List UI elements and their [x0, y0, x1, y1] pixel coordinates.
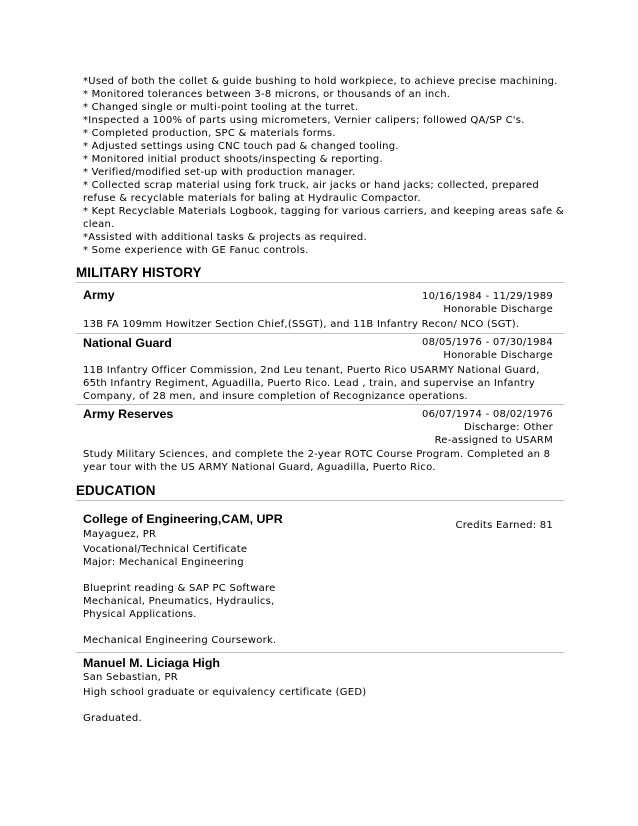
duty-line: * Adjusted settings using CNC touch pad & changed tooling. — [83, 141, 399, 152]
entry-divider — [76, 404, 564, 405]
discharge-status: Honorable Discharge — [443, 304, 553, 315]
duty-line: * Kept Recyclable Materials Logbook, tagging for various carriers, and keeping areas safe & — [83, 206, 564, 217]
school-details — [83, 528, 561, 647]
duty-line: * Monitored initial product shoots/inspecting & reporting. — [83, 154, 383, 165]
job-duties-list — [83, 75, 565, 257]
duty-line: refuse & recyclable materials for baling at Hydraulic Compactor. — [83, 193, 421, 204]
service-dates: 08/05/1976 - 07/30/1984 — [422, 337, 553, 348]
credits-earned: Credits Earned: 81 — [455, 520, 553, 531]
school-location: Mayaguez, PR — [83, 529, 157, 540]
school-location: San Sebastian, PR — [83, 672, 178, 683]
degree-line: High school graduate or equivalency certificate (GED) — [83, 687, 367, 698]
duty-line: * Verified/modified set-up with production manager. — [83, 167, 356, 178]
military-entry-meta — [422, 290, 553, 316]
duty-line: *Inspected a 100% of parts using micrometers, Vernier calipers; followed QA/SP C's. — [83, 115, 525, 126]
military-entry-description — [83, 318, 561, 331]
entry-divider — [76, 333, 564, 334]
skills-line: Mechanical, Pneumatics, Hydraulics, — [83, 596, 275, 607]
entry-divider — [76, 652, 564, 653]
section-divider — [76, 500, 564, 501]
coursework-line: Mechanical Engineering Coursework. — [83, 635, 277, 646]
degree-line: Major: Mechanical Engineering — [83, 557, 244, 568]
military-entry-meta — [422, 408, 553, 447]
education-heading: EDUCATION — [76, 483, 156, 498]
school-name: Manuel M. Liciaga High — [83, 656, 220, 670]
description-line: 65th Infantry Regiment, Aguadilla, Puerto Rico. Lead , train, and supervise an Infantry — [83, 378, 536, 389]
duty-line: * Completed production, SPC & materials forms. — [83, 128, 336, 139]
skills-line: Physical Applications. — [83, 609, 197, 620]
description-line: Study Military Sciences, and complete the 2-year ROTC Course Program. Completed an 8 — [83, 449, 551, 460]
status-line: Graduated. — [83, 713, 142, 724]
military-entry-name: National Guard — [83, 336, 172, 350]
duty-line: *Used of both the collet & guide bushing to hold workpiece, to achieve precise machining. — [83, 76, 558, 87]
description-line: Company, of 28 men, and insure completion of Recognizance operations. — [83, 391, 468, 402]
duty-line: *Assisted with additional tasks & projects as required. — [83, 232, 367, 243]
duty-line: * Collected scrap material using fork truck, air jacks or hand jacks; collected, prepared — [83, 180, 539, 191]
duty-line: * Changed single or multi-point tooling at the turret. — [83, 102, 359, 113]
degree-line: Vocational/Technical Certificate — [83, 544, 248, 555]
military-entry-description — [83, 448, 561, 474]
military-entry-meta — [422, 336, 553, 362]
description-line: year tour with the US ARMY National Guard, Aguadilla, Puerto Rico. — [83, 462, 436, 473]
school-name: College of Engineering,CAM, UPR — [83, 512, 283, 526]
duty-line: * Monitored tolerances between 3-8 microns, or thousands of an inch. — [83, 89, 451, 100]
duty-line: * Some experience with GE Fanuc controls. — [83, 245, 309, 256]
service-dates: 10/16/1984 - 11/29/1989 — [422, 291, 553, 302]
duty-line: clean. — [83, 219, 115, 230]
military-entry-name: Army — [83, 288, 115, 302]
military-entry-name: Army Reserves — [83, 407, 174, 421]
discharge-status: Discharge: Other — [463, 422, 553, 433]
description-line: 11B Infantry Officer Commission, 2nd Leu tenant, Puerto Rico USARMY National Guard, — [83, 365, 540, 376]
military-entry-description — [83, 364, 561, 403]
service-dates: 06/07/1974 - 08/02/1976 — [422, 409, 553, 420]
school-details — [83, 671, 561, 725]
discharge-status: Honorable Discharge — [443, 350, 553, 361]
section-divider — [76, 282, 564, 283]
military-history-heading: MILITARY HISTORY — [76, 265, 202, 280]
discharge-status: Re-assigned to USARM — [434, 435, 553, 446]
description-line: 13B FA 109mm Howitzer Section Chief,(SSGT), and 11B Infantry Recon/ NCO (SGT). — [83, 319, 520, 330]
skills-line: Blueprint reading & SAP PC Software — [83, 583, 276, 594]
